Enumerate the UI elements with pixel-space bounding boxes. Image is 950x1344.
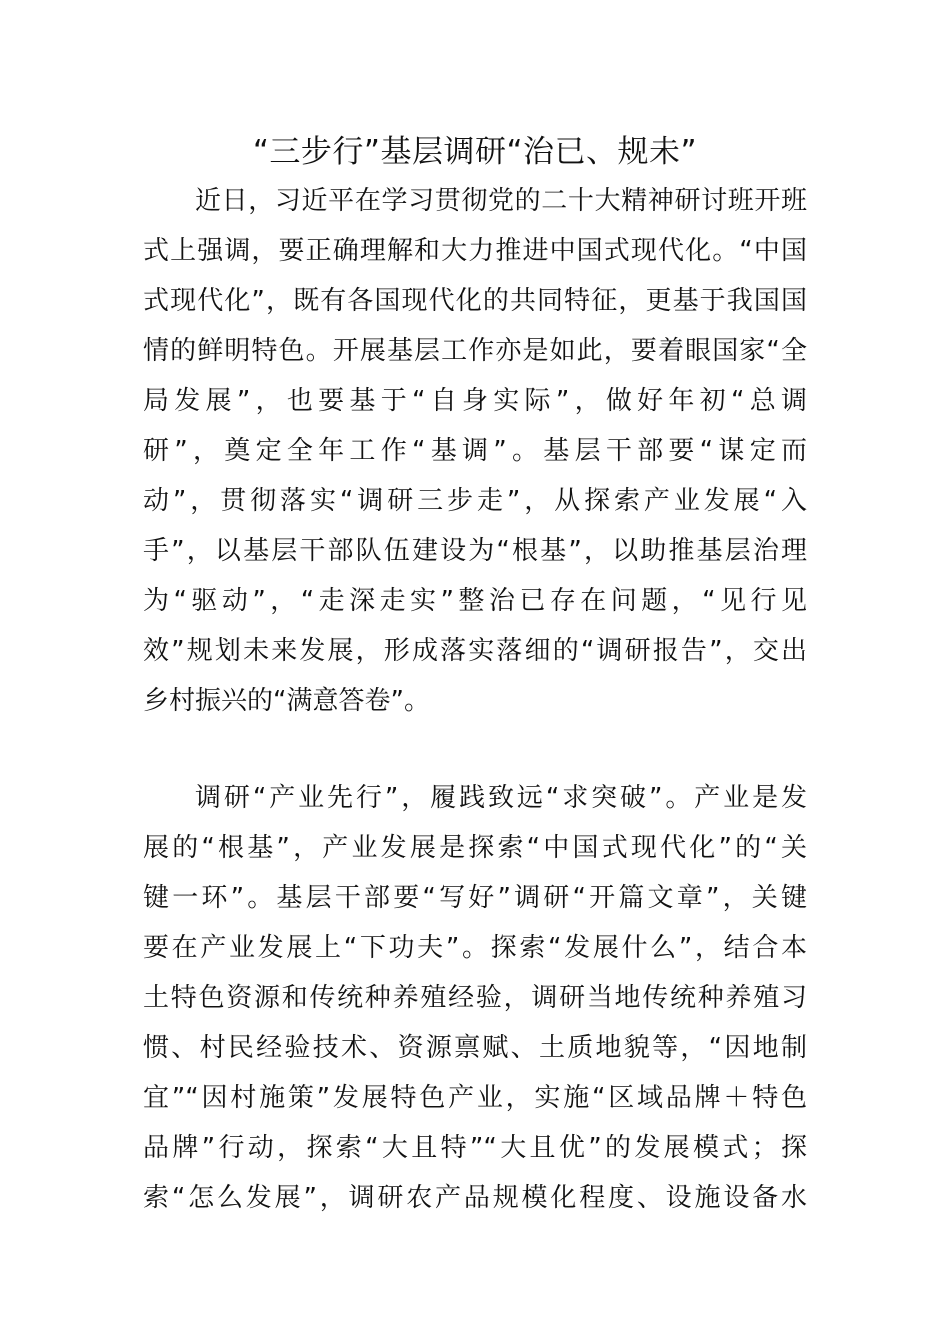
paragraph-line: 近日，习近平在学习贯彻党的二十大精神研讨班开班: [195, 186, 807, 216]
paragraph-line: 惯、村民经验技术、资源禀赋、土质地貌等，“因地制: [143, 1033, 807, 1063]
paragraph-line: 为“驱动”，“走深走实”整治已存在问题，“见行见: [143, 586, 807, 616]
paragraph-line: 品牌”行动，探索“大且特”“大且优”的发展模式；探: [143, 1133, 807, 1163]
paragraph-line: 手”，以基层干部队伍建设为“根基”，以助推基层治理: [143, 536, 807, 566]
paragraph-line: 研”，奠定全年工作“基调”。基层干部要“谋定而: [143, 436, 807, 466]
paragraph-line: 键一环”。基层干部要“写好”调研“开篇文章”，关键: [143, 883, 807, 913]
paragraph-line: 要在产业发展上“下功夫”。探索“发展什么”，结合本: [143, 933, 807, 963]
paragraph-line: 情的鲜明特色。开展基层工作亦是如此，要着眼国家“全: [143, 336, 807, 366]
paragraph-line: 动”，贯彻落实“调研三步走”，从探索产业发展“入: [143, 486, 807, 516]
paragraph-line: 展的“根基”，产业发展是探索“中国式现代化”的“关: [143, 833, 807, 863]
paragraph-line: 土特色资源和传统种养殖经验，调研当地传统种养殖习: [143, 983, 807, 1013]
paragraph-line: 式现代化”，既有各国现代化的共同特征，更基于我国国: [143, 286, 807, 316]
paragraph-line: 索“怎么发展”，调研农产品规模化程度、设施设备水: [143, 1183, 807, 1213]
paragraph-line: 局发展”，也要基于“自身实际”，做好年初“总调: [143, 386, 807, 416]
paragraph-1: [143, 176, 807, 726]
paragraph-line: 调研“产业先行”，履践致远“求突破”。产业是发: [195, 783, 807, 813]
paragraph-line: 乡村振兴的“满意答卷”。: [143, 686, 430, 716]
paragraph-line: 效”规划未来发展，形成落实落细的“调研报告”，交出: [143, 636, 807, 666]
paragraph-2: [143, 773, 807, 1223]
paragraph-line: 式上强调，要正确理解和大力推进中国式现代化。“中国: [143, 236, 807, 266]
document-title: “三步行”基层调研“治已、规未”: [252, 134, 698, 170]
paragraph-line: 宜”“因村施策”发展特色产业，实施“区域品牌＋特色: [143, 1083, 807, 1113]
